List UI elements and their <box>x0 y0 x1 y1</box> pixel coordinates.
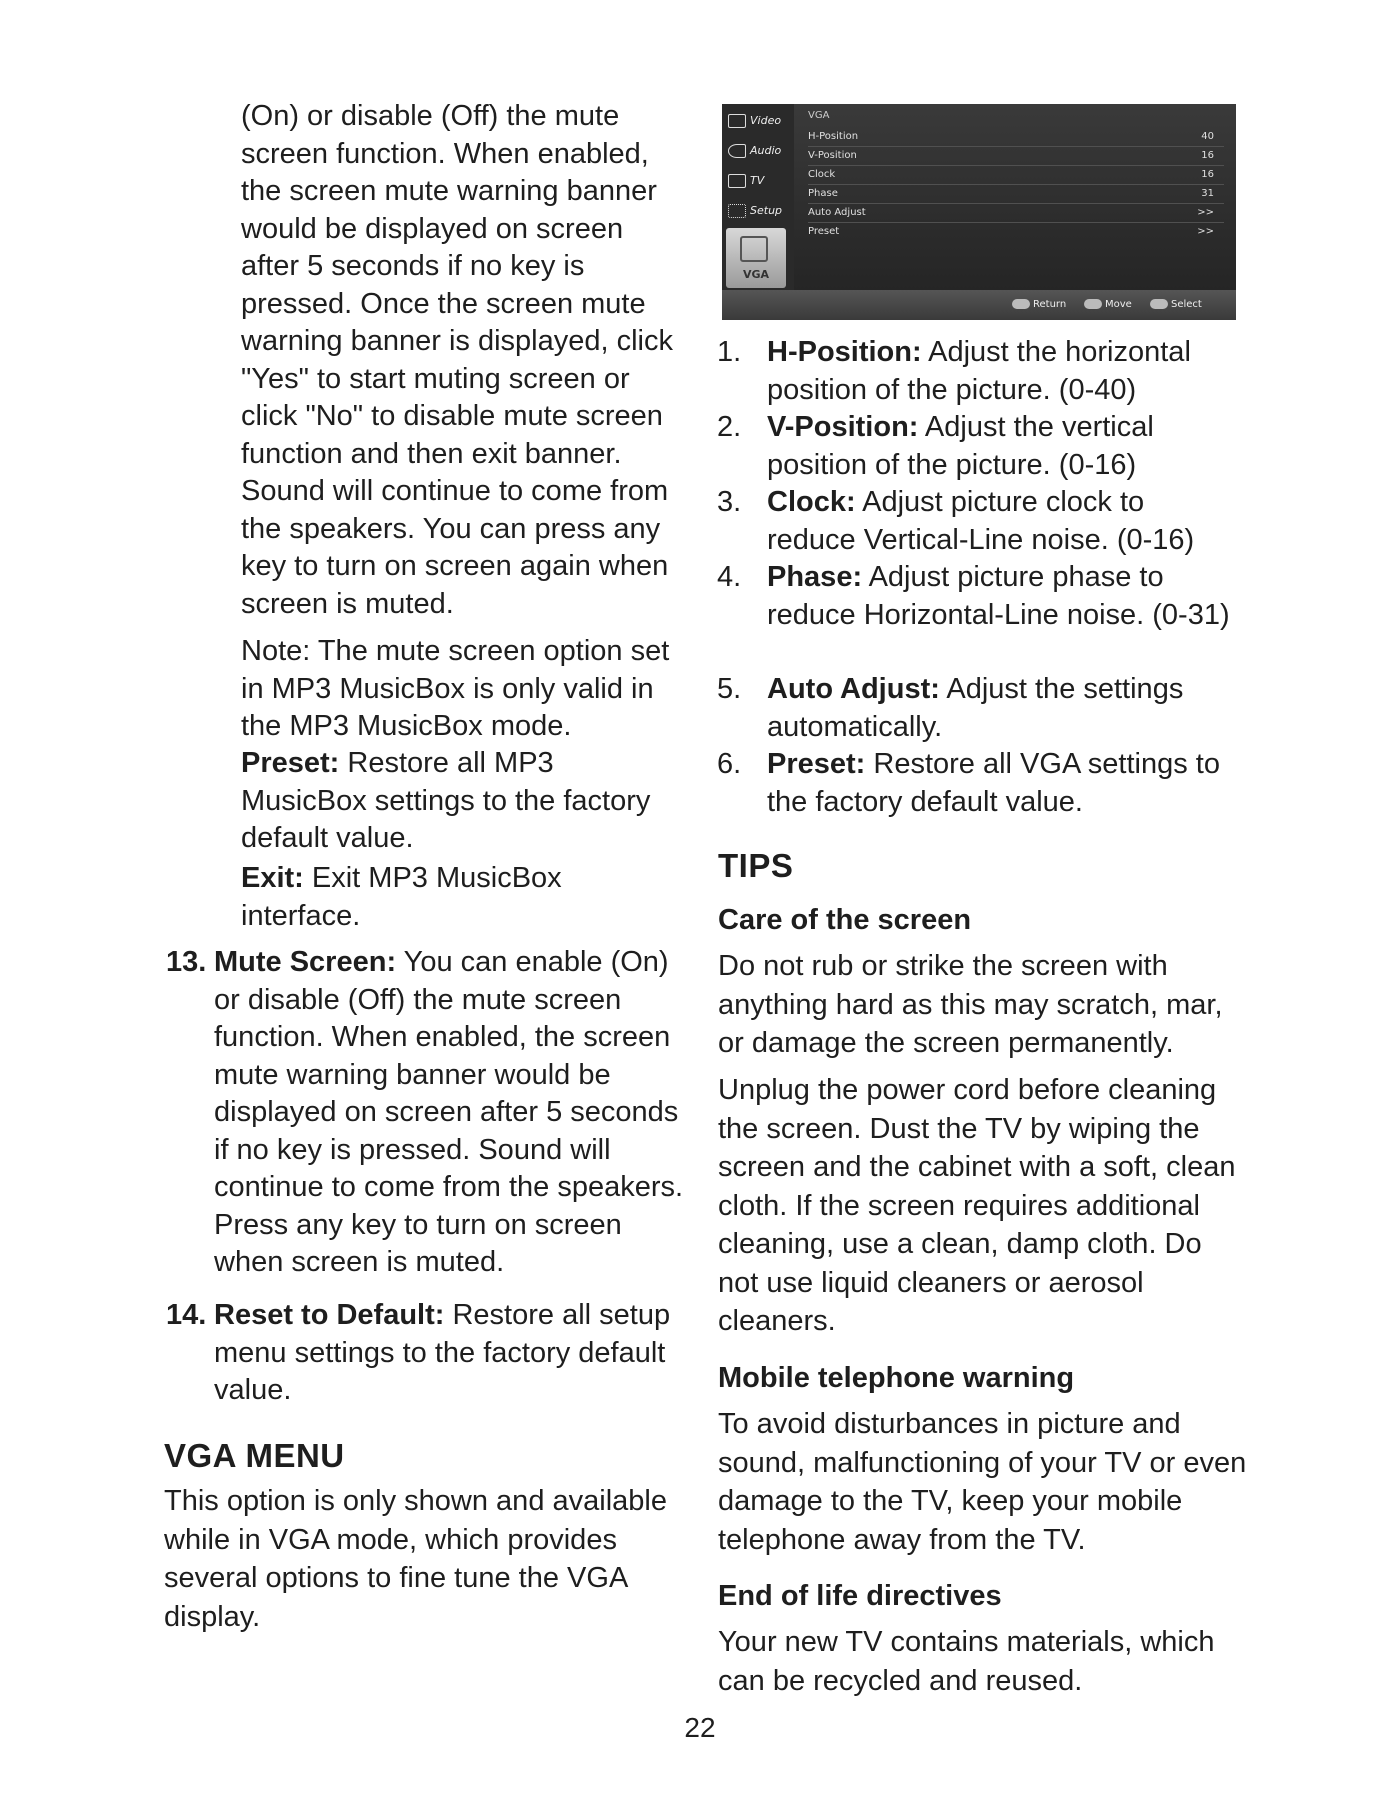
page-number: 22 <box>684 1712 716 1743</box>
exit-label: Exit: <box>241 862 304 894</box>
item-label: Reset to Default: <box>214 1299 445 1331</box>
osd-sidebar-video: Video <box>728 110 792 132</box>
move-icon <box>1084 299 1102 309</box>
osd-row: Phase 31 <box>808 185 1224 204</box>
video-icon <box>728 114 746 128</box>
mute-note: Note: The mute screen option set in MP3 MusicBox is only valid in the MP3 MusicBox mode. <box>241 635 670 742</box>
exit-description: Exit: Exit MP3 MusicBox interface. <box>241 862 562 932</box>
settings-icon <box>728 204 746 218</box>
vga-connector-icon <box>740 236 768 262</box>
end-of-life-heading: End of life directives <box>718 1580 1002 1612</box>
preset-label: Preset: <box>241 747 340 779</box>
item-number: 14. <box>166 1299 207 1331</box>
osd-row: Preset >> <box>808 226 1214 237</box>
speaker-icon <box>728 144 746 158</box>
end-of-life-paragraph: Your new TV contains materials, which can be recycled and reused. <box>718 1626 1215 1697</box>
select-icon <box>1150 299 1168 309</box>
osd-return-hint: Return <box>1012 298 1066 312</box>
vga-menu-screenshot <box>722 104 1236 320</box>
tips-heading: TIPS <box>718 847 794 884</box>
return-icon <box>1012 299 1030 309</box>
care-screen-heading: Care of the screen <box>718 904 972 936</box>
preset-description: Preset: Restore all MP3 MusicBox settings to the factory default value. <box>241 747 651 854</box>
osd-row: Clock 16 <box>808 166 1224 185</box>
vga-option-preset: 6. Preset: Restore all VGA settings to the factory default value. <box>717 748 1220 818</box>
vga-option-phase: 4. Phase: Adjust picture phase to reduce Horizontal-Line noise. (0-31) <box>717 561 1230 631</box>
osd-sidebar-audio: Audio <box>728 140 792 162</box>
list-item-13: 13. Mute Screen: You can enable (On) or disable (Off) the mute screen function. When enabled, the screen mute warning banner would be displayed on screen after 5 seconds if no key is pressed. Sound will continue to come from the speakers. Press any key to turn on screen when screen is muted. <box>166 946 684 1278</box>
osd-move-hint: Move <box>1084 298 1132 312</box>
list-item-14: 14. Reset to Default: Restore all setup menu settings to the factory default value. <box>166 1299 671 1406</box>
osd-title: VGA <box>808 110 830 121</box>
vga-option-h-position: 1. H-Position: Adjust the horizontal position of the picture. (0-40) <box>717 336 1191 406</box>
vga-option-clock: 3. Clock: Adjust picture clock to reduce Vertical-Line noise. (0-16) <box>717 486 1195 556</box>
item-label: Mute Screen: <box>214 946 397 978</box>
osd-row: Auto Adjust >> <box>808 204 1224 223</box>
vga-menu-heading: VGA MENU <box>164 1437 345 1474</box>
osd-sidebar-setup: Setup <box>728 200 792 222</box>
osd-footer <box>722 290 1236 320</box>
osd-sidebar-vga-selected: VGA <box>726 228 786 288</box>
mobile-warning-heading: Mobile telephone warning <box>718 1362 1075 1394</box>
osd-sidebar-tv: TV <box>728 170 792 192</box>
mobile-warning-paragraph: To avoid disturbances in picture and sound, malfunctioning of your TV or even damage to the TV, keep your mobile telephone away from the TV. <box>718 1408 1247 1556</box>
osd-select-hint: Select <box>1150 298 1202 312</box>
mute-screen-intro: (On) or disable (Off) the mute screen function. When enabled, the screen mute warning banner would be displayed on screen after 5 seconds if no key is pressed. Once the screen mute warning banner is displayed, click "Yes" to start muting screen or click "No" to disable mute screen function and then exit banner. Sound will continue to come from the speakers. You can press any key to turn on screen again when screen is muted. <box>241 100 673 620</box>
vga-menu-description: This option is only shown and available while in VGA mode, which provides several options to fine tune the VGA display. <box>164 1485 667 1633</box>
tv-icon <box>728 174 746 188</box>
vga-option-v-position: 2. V-Position: Adjust the vertical position of the picture. (0-16) <box>717 411 1154 481</box>
care-screen-paragraph-1: Do not rub or strike the screen with anything hard as this may scratch, mar, or damage the screen permanently. <box>718 950 1223 1059</box>
osd-row: V-Position 16 <box>808 147 1224 166</box>
osd-row: H-Position 40 <box>808 128 1224 147</box>
osd-sidebar <box>722 104 794 290</box>
item-number: 13. <box>166 946 207 978</box>
vga-option-auto-adjust: 5. Auto Adjust: Adjust the settings automatically. <box>717 673 1184 743</box>
care-screen-paragraph-2: Unplug the power cord before cleaning the screen. Dust the TV by wiping the screen and the cabinet with a soft, clean cloth. If the screen requires additional cleaning, use a clean, damp cloth. Do not use liquid cleaners or aerosol cleaners. <box>718 1074 1236 1337</box>
